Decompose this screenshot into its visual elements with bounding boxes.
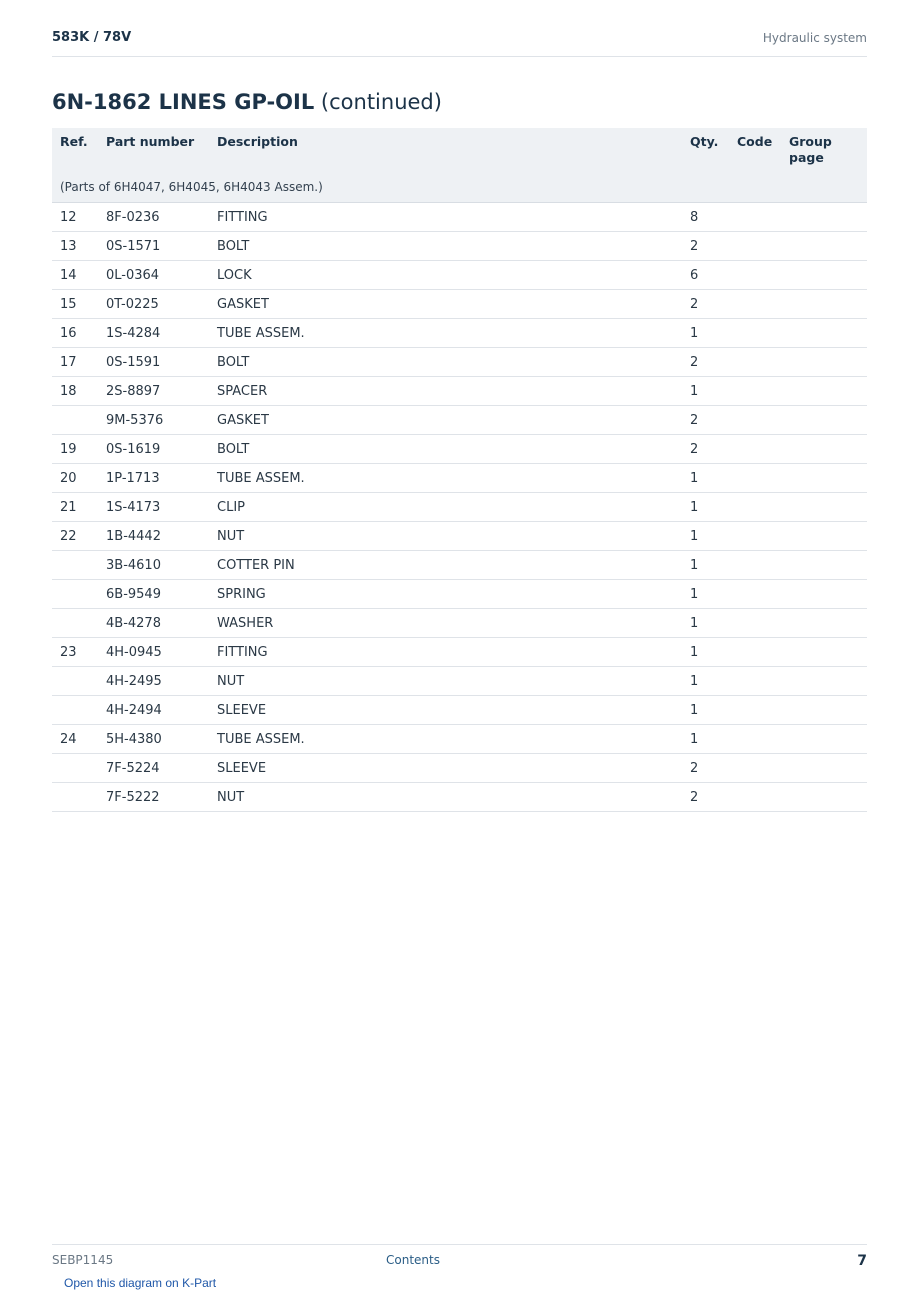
cell-qty: 1: [690, 471, 699, 486]
cell-ref: 13: [60, 239, 77, 254]
cell-qty: 1: [690, 384, 699, 399]
cell-part-number: 1S-4284: [106, 326, 161, 341]
column-group-page-line2: page: [789, 150, 824, 165]
cell-description: GASKET: [217, 297, 269, 312]
cell-part-number: 0L-0364: [106, 268, 160, 283]
document-id: SEBP1145: [52, 1253, 114, 1267]
table-row: [52, 290, 867, 319]
table-row: [52, 522, 867, 551]
cell-qty: 6: [690, 268, 699, 283]
cell-part-number: 4H-0945: [106, 645, 162, 660]
table-row: [52, 232, 867, 261]
assembly-note: (Parts of 6H4047, 6H4045, 6H4043 Assem.): [60, 180, 323, 194]
cell-description: COTTER PIN: [217, 558, 295, 573]
cell-qty: 1: [690, 587, 699, 602]
table-row: [52, 464, 867, 493]
cell-ref: 17: [60, 355, 77, 370]
cell-ref: 15: [60, 297, 77, 312]
cell-qty: 1: [690, 326, 699, 341]
page-footer: [52, 1244, 867, 1275]
cell-qty: 1: [690, 674, 699, 689]
cell-ref: 24: [60, 732, 77, 747]
cell-description: FITTING: [217, 645, 268, 660]
cell-qty: 2: [690, 442, 699, 457]
cell-qty: 2: [690, 761, 699, 776]
cell-qty: 1: [690, 616, 699, 631]
cell-description: BOLT: [217, 355, 250, 370]
cell-part-number: 0S-1619: [106, 442, 161, 457]
cell-description: TUBE ASSEM.: [217, 732, 305, 747]
table-row: [52, 638, 867, 667]
cell-qty: 2: [690, 413, 699, 428]
cell-part-number: 1P-1713: [106, 471, 160, 486]
column-ref: Ref.: [60, 134, 88, 149]
page-header: [52, 28, 867, 57]
table-row: [52, 435, 867, 464]
title-suffix: (continued): [320, 90, 442, 114]
cell-description: NUT: [217, 674, 245, 689]
table-row: [52, 783, 867, 812]
table-row: [52, 580, 867, 609]
cell-part-number: 4B-4278: [106, 616, 161, 631]
cell-ref: 14: [60, 268, 77, 283]
cell-part-number: 5H-4380: [106, 732, 162, 747]
cell-description: SLEEVE: [217, 703, 267, 718]
table-row: [52, 696, 867, 725]
table-row: [52, 377, 867, 406]
cell-ref: 12: [60, 210, 77, 225]
cell-description: LOCK: [217, 268, 252, 283]
cell-description: BOLT: [217, 239, 250, 254]
page-number: 7: [857, 1253, 867, 1269]
column-code: Code: [737, 134, 773, 149]
table-row: [52, 609, 867, 638]
cell-qty: 1: [690, 645, 699, 660]
table-row: [52, 203, 867, 232]
cell-part-number: 4H-2495: [106, 674, 162, 689]
cell-description: NUT: [217, 529, 245, 544]
cell-description: TUBE ASSEM.: [217, 326, 305, 341]
cell-part-number: 2S-8897: [106, 384, 161, 399]
column-description: Description: [217, 134, 298, 149]
cell-ref: 21: [60, 500, 77, 515]
table-row: [52, 493, 867, 522]
cell-qty: 1: [690, 529, 699, 544]
table-row: [52, 667, 867, 696]
group-code-name: 6N-1862 LINES GP-OIL: [52, 90, 315, 114]
cell-description: SPRING: [217, 587, 266, 602]
cell-ref: 18: [60, 384, 77, 399]
open-kpart-link[interactable]: Open this diagram on K-Part: [64, 1276, 217, 1290]
table-row: [52, 406, 867, 435]
cell-ref: 16: [60, 326, 77, 341]
cell-ref: 23: [60, 645, 77, 660]
column-group-page: [789, 134, 849, 166]
cell-part-number: 7F-5222: [106, 790, 160, 805]
table-row: [52, 754, 867, 783]
cell-ref: 20: [60, 471, 77, 486]
cell-part-number: 6B-9549: [106, 587, 161, 602]
cell-part-number: 8F-0236: [106, 210, 160, 225]
cell-description: SPACER: [217, 384, 268, 399]
cell-part-number: 0S-1571: [106, 239, 161, 254]
cell-part-number: 1B-4442: [106, 529, 161, 544]
parts-table: [52, 128, 867, 812]
cell-part-number: 4H-2494: [106, 703, 162, 718]
cell-qty: 2: [690, 355, 699, 370]
cell-part-number: 0T-0225: [106, 297, 159, 312]
cell-qty: 1: [690, 732, 699, 747]
cell-ref: 19: [60, 442, 77, 457]
cell-part-number: 0S-1591: [106, 355, 161, 370]
table-header: [52, 128, 867, 203]
cell-description: BOLT: [217, 442, 250, 457]
page-title: [52, 90, 442, 114]
table-row: [52, 319, 867, 348]
cell-description: SLEEVE: [217, 761, 267, 776]
column-part-number: Part number: [106, 134, 195, 149]
cell-qty: 2: [690, 297, 699, 312]
cell-description: NUT: [217, 790, 245, 805]
table-body: [52, 203, 867, 812]
cell-description: CLIP: [217, 500, 245, 515]
cell-qty: 8: [690, 210, 699, 225]
cell-qty: 2: [690, 239, 699, 254]
cell-ref: 22: [60, 529, 77, 544]
cell-part-number: 7F-5224: [106, 761, 160, 776]
table-row: [52, 725, 867, 754]
column-qty: Qty.: [690, 134, 719, 149]
cell-part-number: 9M-5376: [106, 413, 164, 428]
table-row: [52, 348, 867, 377]
cell-qty: 2: [690, 790, 699, 805]
cell-description: TUBE ASSEM.: [217, 471, 305, 486]
contents-link[interactable]: Contents: [386, 1253, 440, 1267]
cell-part-number: 3B-4610: [106, 558, 161, 573]
section-name: Hydraulic system: [762, 31, 867, 45]
cell-part-number: 1S-4173: [106, 500, 161, 515]
column-group-page-line1: Group: [789, 134, 832, 149]
machine-model: 583K / 78V: [52, 30, 132, 45]
table-row: [52, 261, 867, 290]
cell-description: GASKET: [217, 413, 269, 428]
cell-qty: 1: [690, 500, 699, 515]
cell-description: FITTING: [217, 210, 268, 225]
table-row: [52, 551, 867, 580]
cell-qty: 1: [690, 703, 699, 718]
cell-qty: 1: [690, 558, 699, 573]
cell-description: WASHER: [217, 616, 274, 631]
